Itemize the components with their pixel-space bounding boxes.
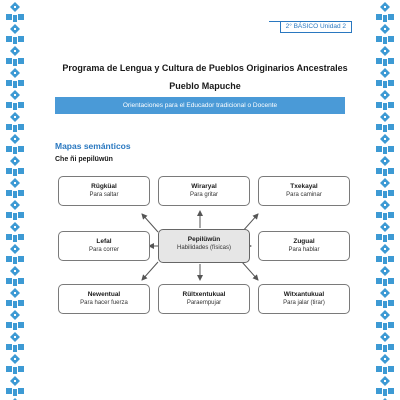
node-title: Witxantukual <box>283 291 325 298</box>
node-title: Newentual <box>87 291 121 298</box>
node-subtitle: Para hacer fuerza <box>80 300 128 306</box>
section-subheading: Che ñi pepilüwün <box>55 156 113 163</box>
section-heading: Mapas semánticos <box>55 141 131 151</box>
node-title: Rültxentukual <box>182 291 226 298</box>
grade-unit-badge: 2° BÁSICO Unidad 2 <box>280 21 352 33</box>
map-node-wiraryal <box>158 176 250 206</box>
node-subtitle: Para gritar <box>189 192 218 198</box>
arrow-to-top-left <box>142 214 158 232</box>
map-node-witxantukual <box>258 284 350 314</box>
map-node-rultxentukual <box>158 284 250 314</box>
program-title: Programa de Lengua y Cultura de Pueblos Originarios Ancestrales <box>62 63 348 73</box>
node-title: Pepilüwün <box>187 236 221 243</box>
node-subtitle: Habilidades (físicas) <box>176 245 232 251</box>
node-title: Txekayal <box>290 183 318 190</box>
node-title: Lefal <box>96 238 112 245</box>
map-node-rugkual <box>58 176 150 206</box>
guidance-banner: Orientaciones para el Educador tradicional o Docente <box>55 97 345 114</box>
node-title: Wiraryal <box>191 183 217 190</box>
node-title: Rügküal <box>91 183 117 190</box>
map-node-txekayal <box>258 176 350 206</box>
people-subtitle: Pueblo Mapuche <box>169 81 241 91</box>
map-node-zugual <box>258 231 350 261</box>
node-title: Zugual <box>293 238 315 245</box>
arrow-to-bottom-left <box>142 262 158 280</box>
node-subtitle: Para saltar <box>89 192 119 198</box>
node-subtitle: Para hablar <box>288 247 320 253</box>
node-subtitle: Para correr <box>88 247 119 253</box>
node-subtitle: Para caminar <box>286 192 322 198</box>
map-node-center-pepiluwun <box>158 229 250 263</box>
node-subtitle: Para jalar (tirar) <box>283 300 325 306</box>
node-subtitle: Paraempujar <box>186 300 222 306</box>
arrow-to-bottom-right <box>242 262 258 280</box>
map-node-newentual <box>58 284 150 314</box>
map-node-lefal <box>58 231 150 261</box>
